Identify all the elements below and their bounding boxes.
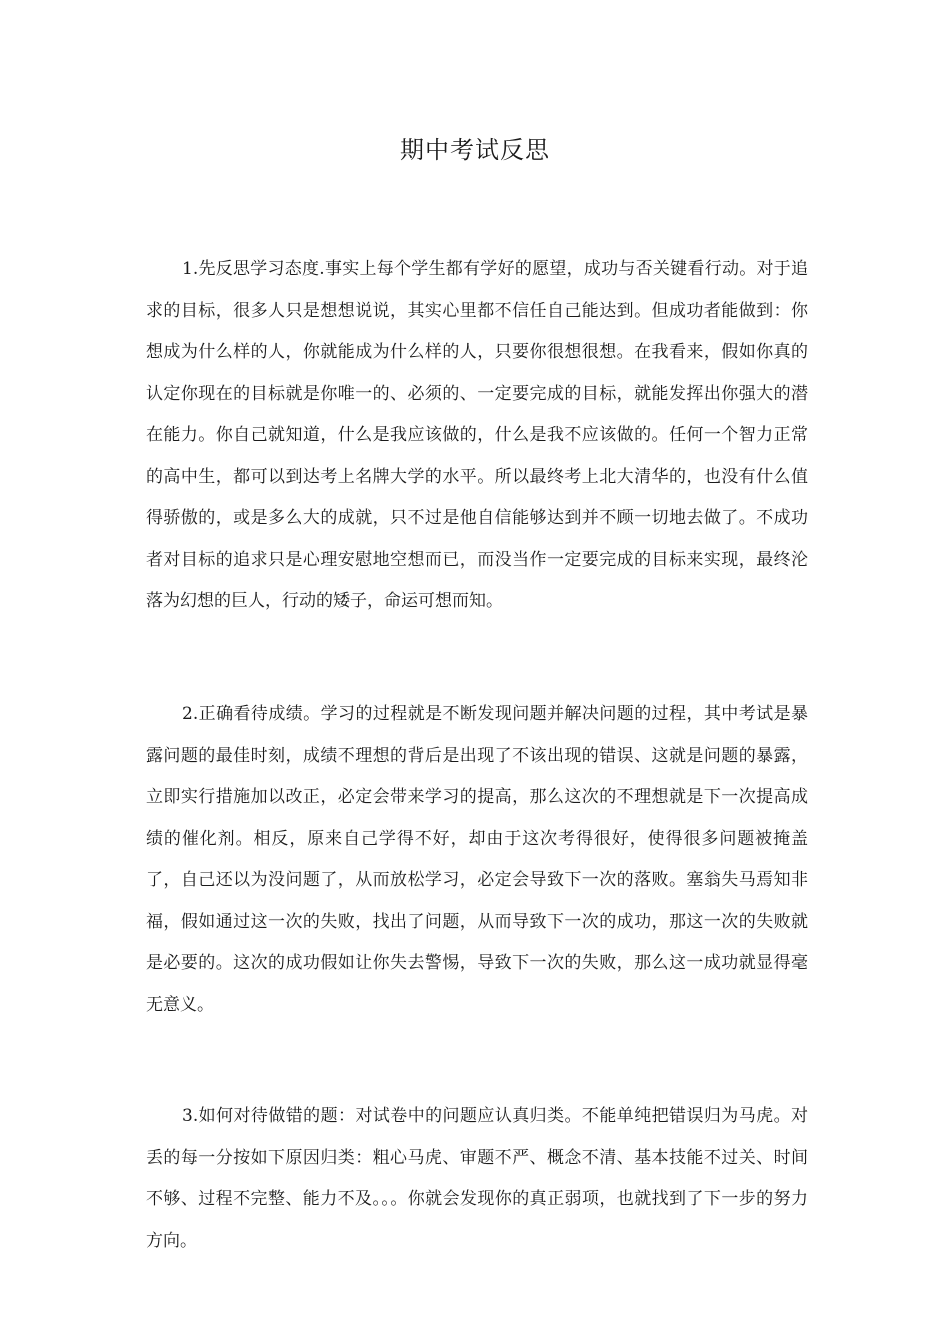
paragraph-3: 3.如何对待做错的题：对试卷中的问题应认真归类。不能单纯把错误归为马虎。对丢的每一分按如下原因归类：粗心马虎、审题不严、概念不清、基本技能不过关、时间不够、过程不完整、能力不及。。。你就会发现你的真正弱项，也就找到了下一步的努力方向。 [146,1106,808,1251]
paragraph-2: 2.正确看待成绩。学习的过程就是不断发现问题并解决问题的过程，其中考试是暴露问题的最佳时刻，成绩不理想的背后是出现了不该出现的错误、这就是问题的暴露，立即实行措施加以改正，必定会带来学习的提高，那么这次的不理想就是下一次提高成绩的催化剂。相反，原来自己学得不好，却由于这次考得很好，使得很多问题被掩盖了，自己还以为没问题了，从而放松学习，必定会导致下一次的落败。塞翁失马焉知非福，假如通过这一次的失败，找出了问题，从而导致下一次的成功，那这一次的失败就是必要的。这次的成功假如让你失去警惕，导致下一次的失败，那么这一成功就显得毫无意义。 [146,704,808,1015]
document-title: 期中考试反思 [400,136,550,164]
paragraph-1: 1.先反思学习态度.事实上每个学生都有学好的愿望，成功与否关键看行动。对于追求的目标，很多人只是想想说说，其实心里都不信任自己能达到。但成功者能做到：你想成为什么样的人，你就能成为什么样的人，只要你很想很想。在我看来，假如你真的认定你现在的目标就是你唯一的、必须的、一定要完成的目标，就能发挥出你强大的潜在能力。你自己就知道，什么是我应该做的，什么是我不应该做的。任何一个智力正常的高中生，都可以到达考上名牌大学的水平。所以最终考上北大清华的，也没有什么值得骄傲的，或是多么大的成就，只不过是他自信能够达到并不顾一切地去做了。不成功者对目标的追求只是心理安慰地空想而已，而没当作一定要完成的目标来实现，最终沦落为幻想的巨人，行动的矮子，命运可想而知。 [146,259,808,611]
